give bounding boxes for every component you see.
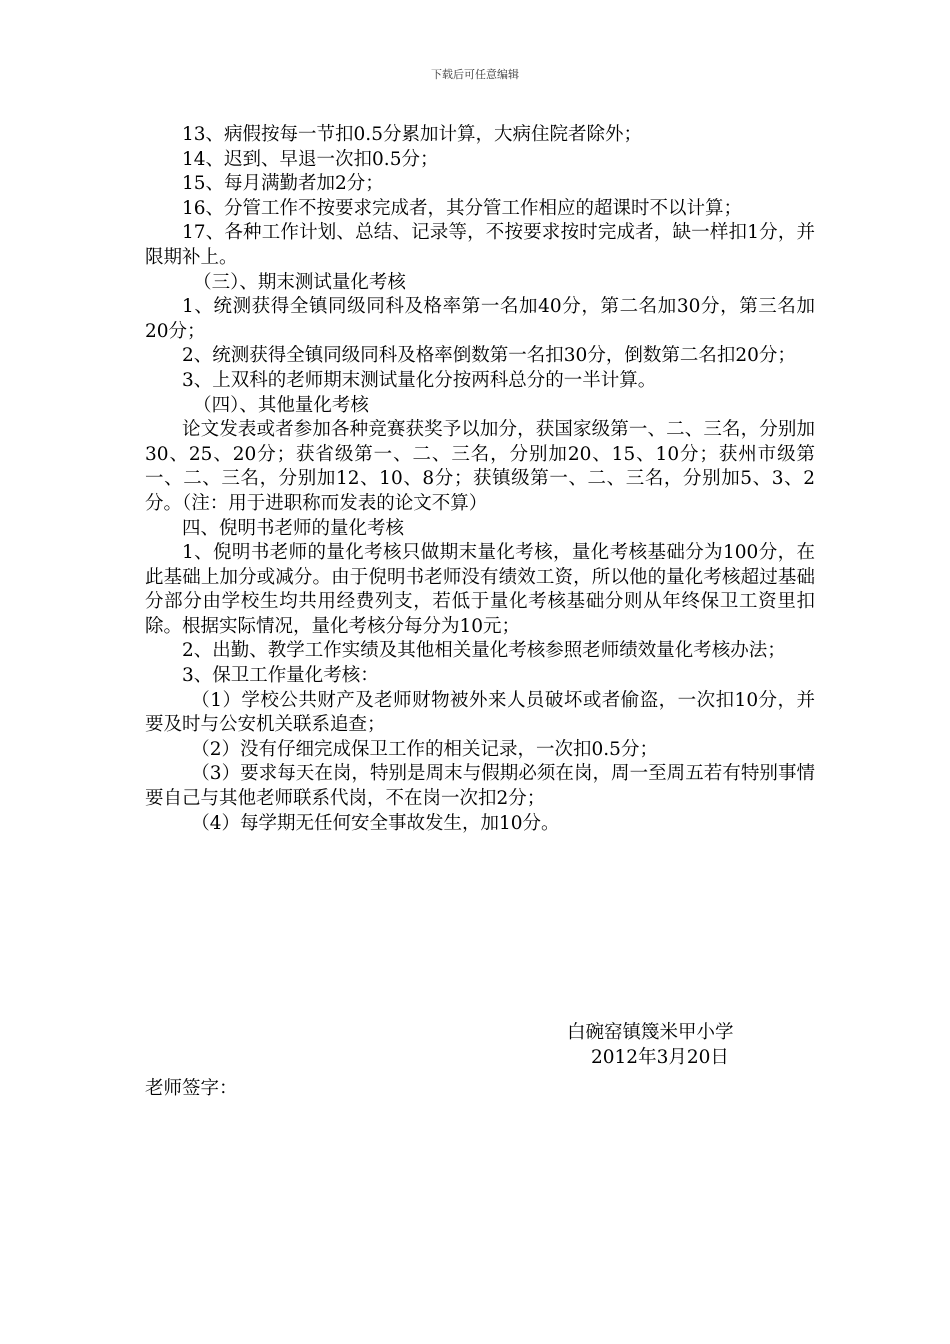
section-heading: （三）、期末测试量化考核 <box>193 271 406 293</box>
sub-rule-item: （4）每学期无任何安全事故发生，加10分。 <box>191 812 560 834</box>
rule-item: 3、保卫工作量化考核： <box>182 665 379 687</box>
download-note: 下载后可任意编辑 <box>431 68 519 81</box>
document-date: 2012年3月20日 <box>591 1047 729 1068</box>
rule-item: 2、出勤、教学工作实绩及其他相关量化考核参照老师绩效量化考核办法； <box>182 640 786 662</box>
sub-rule-item: （1）学校公共财产及老师财物被外来人员破坏或者偷盗，一次扣10分，并要及时与公安机关联系追查； <box>145 689 815 736</box>
rule-item: 13、病假按每一节扣0.5分累加计算，大病住院者除外； <box>182 124 642 145</box>
teacher-signature-label: 老师签字： <box>145 1078 238 1099</box>
rule-item: 16、分管工作不按要求完成者，其分管工作相应的超课时不以计算； <box>182 197 743 219</box>
document-body <box>145 123 815 836</box>
sub-rule-item: （2）没有仔细完成保卫工作的相关记录，一次扣0.5分； <box>191 738 658 760</box>
rule-item: 1、倪明书老师的量化考核只做期末量化考核，量化考核基础分为100分，在此基础上加分或减分。由于倪明书老师没有绩效工资，所以他的量化考核超过基础分部分由学校生均共用经费列支，若低于量化考核基础分则从年终保卫工资里扣除。根据实际情况，量化考核分每分为10元； <box>145 542 815 637</box>
rule-item: 论文发表或者参加各种竞赛获奖予以加分，获国家级第一、二、三名，分别加30、25、20分；获省级第一、二、三名，分别加20、15、10分；获州市级第一、二、三名，分别加12、10、8分；获镇级第一、二、三名，分别加5、3、2分。（注：用于进职称而发表的论文不算） <box>145 419 815 514</box>
school-name: 白碗窑镇篾米甲小学 <box>567 1022 734 1043</box>
section-heading: （四）、其他量化考核 <box>193 394 369 416</box>
rule-item: 2、统测获得全镇同级同科及格率倒数第一名扣30分，倒数第二名扣20分； <box>182 345 796 367</box>
sub-rule-item: （3）要求每天在岗，特别是周末与假期必须在岗，周一至周五若有特别事情要自己与其他老师联系代岗，不在岗一次扣2分； <box>145 763 815 810</box>
rule-item: 14、迟到、早退一次扣0.5分； <box>182 148 439 170</box>
rule-item: 15、每月满勤者加2分； <box>182 173 384 195</box>
rule-item: 17、各种工作计划、总结、记录等，不按要求按时完成者，缺一样扣1分，并限期补上。 <box>145 222 815 268</box>
rule-item: 1、统测获得全镇同级同科及格率第一名加40分，第二名加30分，第三名加20分； <box>145 296 815 342</box>
section-heading: 四、倪明书老师的量化考核 <box>182 517 405 539</box>
rule-item: 3、上双科的老师期末测试量化分按两科总分的一半计算。 <box>182 369 657 391</box>
